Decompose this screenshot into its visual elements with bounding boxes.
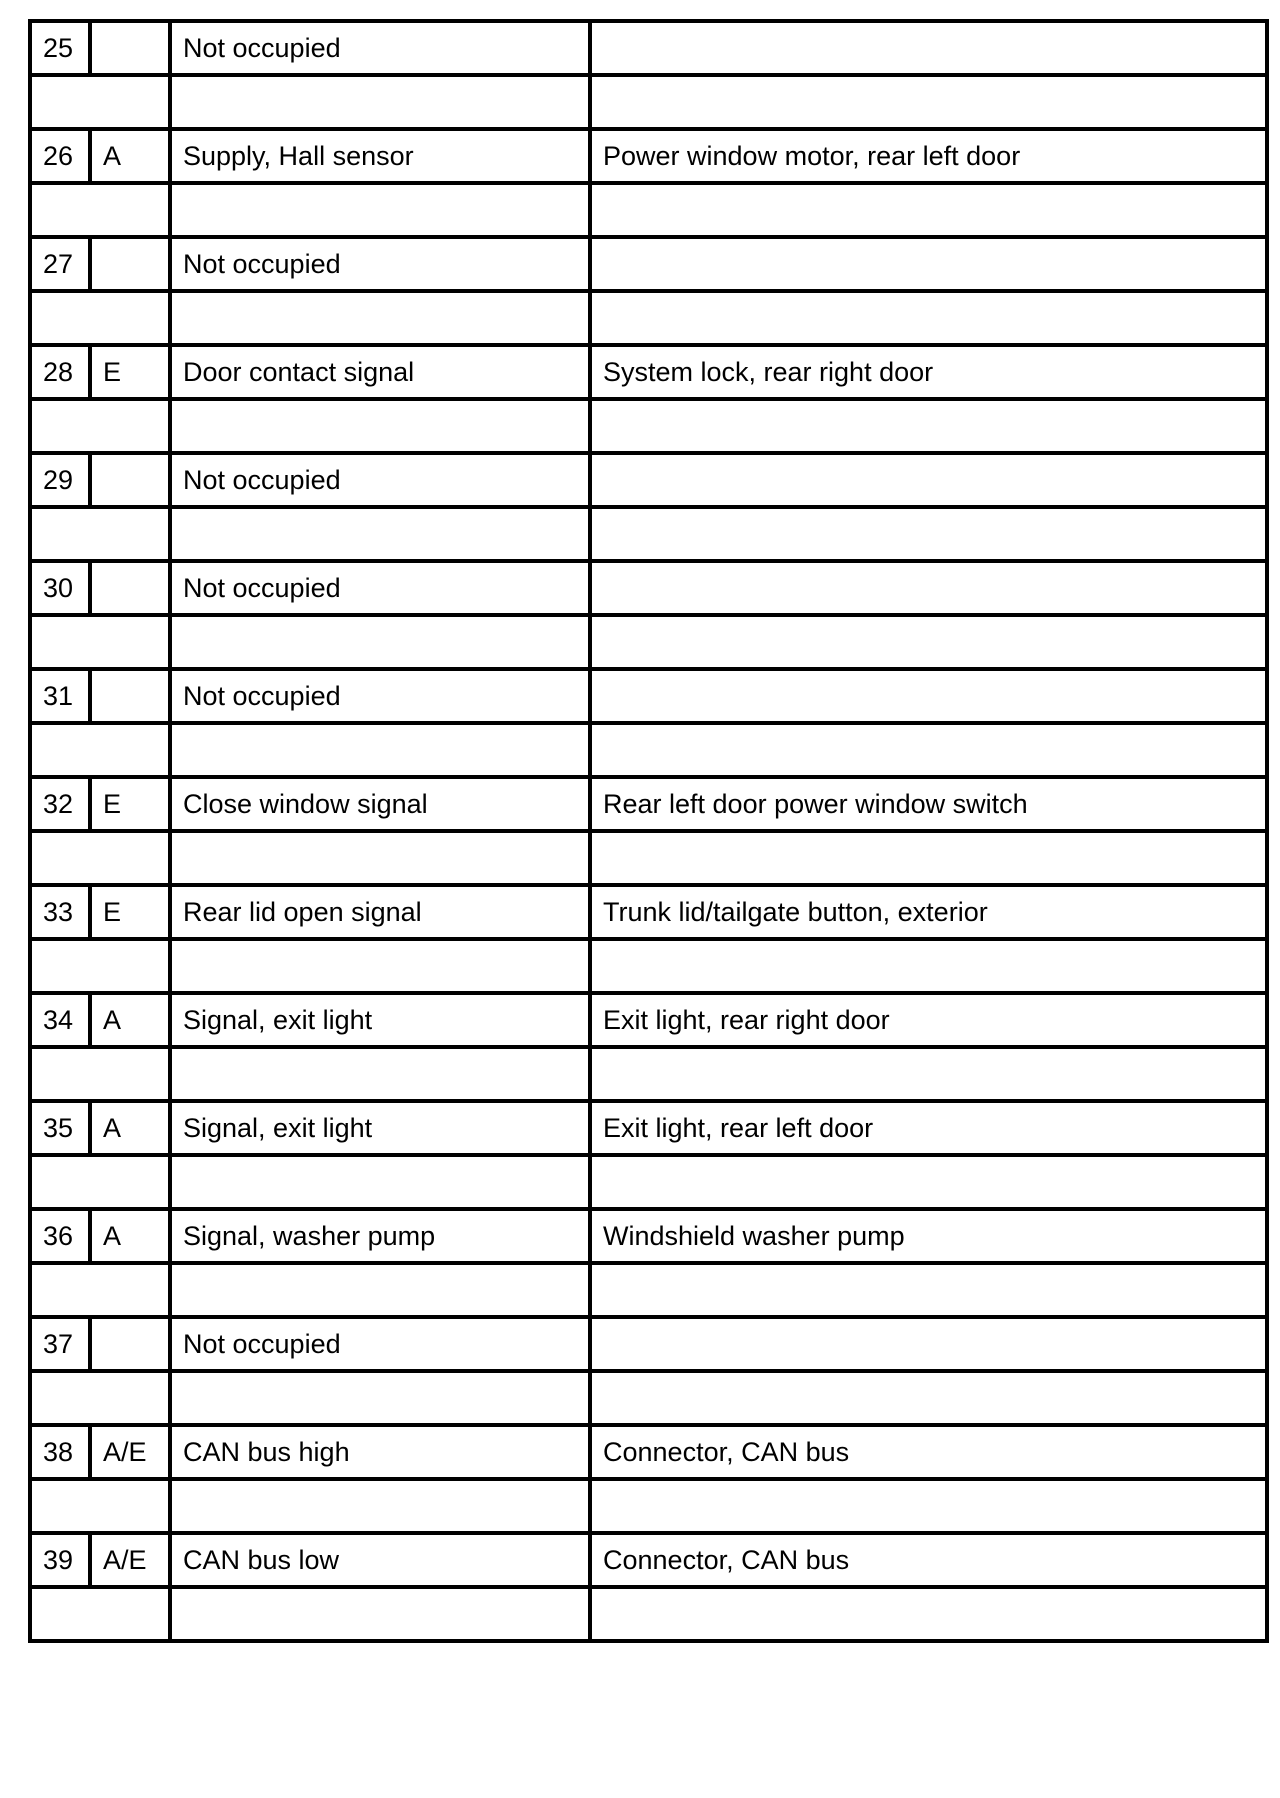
signal-type-cell: [90, 21, 170, 75]
pin-number-cell: 25: [30, 21, 90, 75]
signal-description-cell: Not occupied: [170, 453, 590, 507]
table-spacer-row: [30, 1479, 1267, 1533]
signal-description-cell: Signal, exit light: [170, 1101, 590, 1155]
spacer-cell: [590, 1479, 1267, 1533]
pin-number-cell: 36: [30, 1209, 90, 1263]
spacer-cell: [590, 615, 1267, 669]
table-spacer-row: [30, 183, 1267, 237]
spacer-cell: [30, 939, 170, 993]
component-cell: Trunk lid/tailgate button, exterior: [590, 885, 1267, 939]
spacer-cell: [590, 1371, 1267, 1425]
pin-number-cell: 28: [30, 345, 90, 399]
spacer-cell: [170, 507, 590, 561]
signal-type-cell: A: [90, 1101, 170, 1155]
component-cell: [590, 669, 1267, 723]
spacer-cell: [30, 399, 170, 453]
spacer-cell: [170, 183, 590, 237]
table-spacer-row: [30, 1155, 1267, 1209]
table-row: [30, 129, 1267, 183]
spacer-cell: [590, 1047, 1267, 1101]
spacer-cell: [30, 1155, 170, 1209]
spacer-cell: [170, 1047, 590, 1101]
pin-number-cell: 27: [30, 237, 90, 291]
table-row: [30, 1425, 1267, 1479]
table-row: [30, 1209, 1267, 1263]
signal-description-cell: Not occupied: [170, 237, 590, 291]
spacer-cell: [30, 1263, 170, 1317]
pin-number-cell: 34: [30, 993, 90, 1047]
signal-description-cell: Not occupied: [170, 669, 590, 723]
spacer-cell: [170, 399, 590, 453]
spacer-cell: [590, 1587, 1267, 1641]
spacer-cell: [590, 831, 1267, 885]
signal-type-cell: E: [90, 777, 170, 831]
table-row: [30, 453, 1267, 507]
pin-number-cell: 32: [30, 777, 90, 831]
spacer-cell: [590, 183, 1267, 237]
table-spacer-row: [30, 1371, 1267, 1425]
table-body: [30, 21, 1267, 1641]
component-cell: [590, 21, 1267, 75]
table-row: [30, 777, 1267, 831]
spacer-cell: [30, 75, 170, 129]
component-cell: [590, 453, 1267, 507]
spacer-cell: [590, 75, 1267, 129]
signal-description-cell: Door contact signal: [170, 345, 590, 399]
table-row: [30, 669, 1267, 723]
table-spacer-row: [30, 75, 1267, 129]
component-cell: [590, 237, 1267, 291]
table-row: [30, 1101, 1267, 1155]
spacer-cell: [170, 1263, 590, 1317]
component-cell: Connector, CAN bus: [590, 1425, 1267, 1479]
spacer-cell: [170, 723, 590, 777]
component-cell: [590, 561, 1267, 615]
spacer-cell: [170, 1479, 590, 1533]
spacer-cell: [170, 831, 590, 885]
spacer-cell: [170, 291, 590, 345]
table-row: [30, 237, 1267, 291]
table-row: [30, 993, 1267, 1047]
pin-number-cell: 29: [30, 453, 90, 507]
signal-type-cell: [90, 1317, 170, 1371]
table-spacer-row: [30, 399, 1267, 453]
table-row: [30, 561, 1267, 615]
component-cell: [590, 1317, 1267, 1371]
signal-type-cell: E: [90, 345, 170, 399]
signal-type-cell: A: [90, 993, 170, 1047]
spacer-cell: [590, 939, 1267, 993]
component-cell: Windshield washer pump: [590, 1209, 1267, 1263]
spacer-cell: [30, 723, 170, 777]
component-cell: System lock, rear right door: [590, 345, 1267, 399]
signal-description-cell: CAN bus low: [170, 1533, 590, 1587]
table-spacer-row: [30, 1587, 1267, 1641]
signal-type-cell: [90, 453, 170, 507]
pin-number-cell: 35: [30, 1101, 90, 1155]
spacer-cell: [30, 1479, 170, 1533]
signal-type-cell: [90, 237, 170, 291]
pin-number-cell: 33: [30, 885, 90, 939]
table-row: [30, 345, 1267, 399]
spacer-cell: [590, 723, 1267, 777]
spacer-cell: [170, 1155, 590, 1209]
signal-type-cell: [90, 561, 170, 615]
spacer-cell: [590, 507, 1267, 561]
signal-description-cell: Close window signal: [170, 777, 590, 831]
signal-description-cell: Not occupied: [170, 1317, 590, 1371]
spacer-cell: [590, 399, 1267, 453]
spacer-cell: [30, 1587, 170, 1641]
spacer-cell: [30, 615, 170, 669]
signal-description-cell: Signal, washer pump: [170, 1209, 590, 1263]
pin-number-cell: 37: [30, 1317, 90, 1371]
spacer-cell: [30, 1371, 170, 1425]
signal-description-cell: Supply, Hall sensor: [170, 129, 590, 183]
pin-number-cell: 26: [30, 129, 90, 183]
spacer-cell: [170, 939, 590, 993]
table-spacer-row: [30, 291, 1267, 345]
pin-assignment-table: [28, 19, 1269, 1643]
signal-type-cell: A: [90, 129, 170, 183]
table-row: [30, 885, 1267, 939]
pin-number-cell: 39: [30, 1533, 90, 1587]
table-row: [30, 1533, 1267, 1587]
signal-type-cell: A: [90, 1209, 170, 1263]
table-spacer-row: [30, 1047, 1267, 1101]
signal-type-cell: A/E: [90, 1425, 170, 1479]
spacer-cell: [590, 1155, 1267, 1209]
component-cell: Exit light, rear right door: [590, 993, 1267, 1047]
table-spacer-row: [30, 831, 1267, 885]
table-spacer-row: [30, 507, 1267, 561]
spacer-cell: [170, 1371, 590, 1425]
table-spacer-row: [30, 723, 1267, 777]
spacer-cell: [170, 75, 590, 129]
spacer-cell: [30, 507, 170, 561]
signal-type-cell: A/E: [90, 1533, 170, 1587]
component-cell: Connector, CAN bus: [590, 1533, 1267, 1587]
spacer-cell: [590, 291, 1267, 345]
signal-description-cell: Not occupied: [170, 561, 590, 615]
table-spacer-row: [30, 1263, 1267, 1317]
table-row: [30, 21, 1267, 75]
component-cell: Power window motor, rear left door: [590, 129, 1267, 183]
table-spacer-row: [30, 939, 1267, 993]
component-cell: Rear left door power window switch: [590, 777, 1267, 831]
signal-description-cell: Signal, exit light: [170, 993, 590, 1047]
spacer-cell: [170, 1587, 590, 1641]
table-row: [30, 1317, 1267, 1371]
signal-description-cell: Rear lid open signal: [170, 885, 590, 939]
signal-description-cell: CAN bus high: [170, 1425, 590, 1479]
signal-description-cell: Not occupied: [170, 21, 590, 75]
pin-number-cell: 31: [30, 669, 90, 723]
table-spacer-row: [30, 615, 1267, 669]
component-cell: Exit light, rear left door: [590, 1101, 1267, 1155]
spacer-cell: [30, 183, 170, 237]
spacer-cell: [30, 1047, 170, 1101]
pin-number-cell: 38: [30, 1425, 90, 1479]
spacer-cell: [30, 291, 170, 345]
spacer-cell: [30, 831, 170, 885]
signal-type-cell: [90, 669, 170, 723]
signal-type-cell: E: [90, 885, 170, 939]
pin-number-cell: 30: [30, 561, 90, 615]
spacer-cell: [170, 615, 590, 669]
spacer-cell: [590, 1263, 1267, 1317]
